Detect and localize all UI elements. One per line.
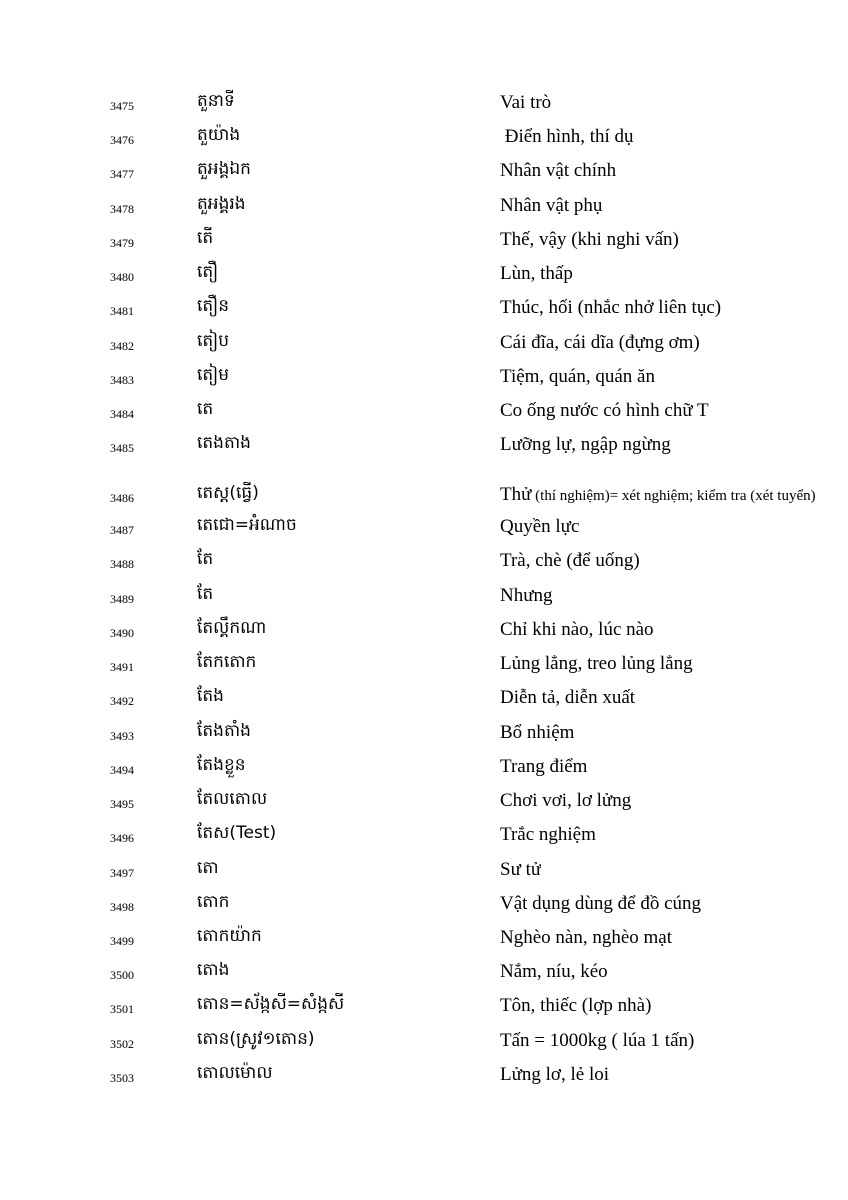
vietnamese-meaning: Cái đĩa, cái dĩa (đựng ơm) bbox=[500, 332, 700, 353]
vietnamese-meaning bbox=[500, 484, 816, 506]
khmer-word: តេងតាង bbox=[197, 433, 251, 453]
entry-row bbox=[0, 1062, 848, 1092]
vietnamese-meaning: Sư tử bbox=[500, 859, 542, 880]
entry-number: 3490 bbox=[110, 626, 134, 640]
entry-number: 3491 bbox=[110, 660, 134, 674]
entry-number: 3475 bbox=[110, 99, 134, 113]
vietnamese-meaning: Thúc, hối (nhắc nhở liên tục) bbox=[500, 297, 722, 318]
entry-row bbox=[0, 754, 848, 784]
entry-row bbox=[0, 993, 848, 1023]
entry-row bbox=[0, 822, 848, 852]
entry-row bbox=[0, 1028, 848, 1058]
entry-number: 3482 bbox=[110, 339, 134, 353]
entry-row bbox=[0, 788, 848, 818]
entry-row bbox=[0, 651, 848, 681]
entry-number: 3480 bbox=[110, 270, 134, 284]
entry-number: 3485 bbox=[110, 441, 134, 455]
vietnamese-meaning: Co ống nước có hình chữ T bbox=[500, 400, 709, 421]
khmer-word: តែង bbox=[197, 686, 224, 706]
entry-number: 3501 bbox=[110, 1002, 134, 1016]
khmer-word: តែល្គឹកណា bbox=[197, 618, 267, 638]
entry-row bbox=[0, 398, 848, 428]
entry-row bbox=[0, 261, 848, 291]
entry-number: 3502 bbox=[110, 1037, 134, 1051]
entry-number: 3497 bbox=[110, 866, 134, 880]
vietnamese-meaning: Chơi vơi, lơ lửng bbox=[500, 790, 632, 811]
khmer-word: តែ bbox=[197, 584, 214, 604]
entry-row bbox=[0, 583, 848, 613]
khmer-word: តួនាទី bbox=[197, 91, 235, 111]
vietnamese-meaning: Vai trò bbox=[500, 92, 552, 113]
khmer-word: តោលម៉ោល bbox=[197, 1063, 273, 1083]
khmer-word: តួយ៉ាង bbox=[197, 125, 241, 145]
entry-number: 3479 bbox=[110, 236, 134, 250]
entry-row bbox=[0, 432, 848, 462]
khmer-word: តេជោ=អំណាច bbox=[197, 515, 297, 535]
vietnamese-meaning: Nhưng bbox=[500, 585, 553, 606]
khmer-word: តួអង្គឯក bbox=[197, 159, 251, 179]
khmer-word: តឿន bbox=[197, 296, 230, 316]
entry-number: 3494 bbox=[110, 763, 134, 777]
entry-row bbox=[0, 90, 848, 120]
khmer-word: តែងខ្លួន bbox=[197, 755, 246, 775]
entry-number: 3481 bbox=[110, 304, 134, 318]
entry-number: 3503 bbox=[110, 1071, 134, 1085]
entry-row bbox=[0, 617, 848, 647]
entry-number: 3499 bbox=[110, 934, 134, 948]
entry-row bbox=[0, 925, 848, 955]
entry-row bbox=[0, 124, 848, 154]
vietnamese-meaning: Diễn tả, diễn xuất bbox=[500, 687, 636, 708]
entry-number: 3477 bbox=[110, 167, 134, 181]
entry-row bbox=[0, 857, 848, 887]
entry-row bbox=[0, 295, 848, 325]
entry-number: 3489 bbox=[110, 592, 134, 606]
vietnamese-meaning: Trà, chè (để uống) bbox=[500, 550, 640, 571]
entry-number: 3484 bbox=[110, 407, 134, 421]
vietnamese-meaning: Lủng lẳng, treo lủng lẳng bbox=[500, 653, 693, 674]
vietnamese-meaning: Trang điểm bbox=[500, 756, 588, 777]
khmer-word: តោ bbox=[197, 858, 219, 878]
entry-number: 3498 bbox=[110, 900, 134, 914]
entry-number: 3492 bbox=[110, 694, 134, 708]
khmer-word: តោន(ស្រូវ១តោន) bbox=[197, 1029, 315, 1049]
vietnamese-meaning: Nắm, níu, kéo bbox=[500, 961, 608, 982]
vietnamese-meaning: Lùn, thấp bbox=[500, 263, 573, 284]
vietnamese-meaning: Nghèo nàn, nghèo mạt bbox=[500, 927, 673, 948]
entry-number: 3478 bbox=[110, 202, 134, 216]
entry-number: 3500 bbox=[110, 968, 134, 982]
entry-row bbox=[0, 227, 848, 257]
vietnamese-meaning: Lửng lơ, lẻ loi bbox=[500, 1064, 609, 1085]
vietnamese-meaning: Tôn, thiếc (lợp nhà) bbox=[500, 995, 652, 1016]
entry-row bbox=[0, 959, 848, 989]
entry-row bbox=[0, 364, 848, 394]
entry-number: 3495 bbox=[110, 797, 134, 811]
khmer-word: តឿ bbox=[197, 262, 219, 282]
khmer-word: តោន=ស័ង្កសី=សំង្កសី bbox=[197, 994, 345, 1014]
khmer-word: តៀប bbox=[197, 331, 230, 351]
entry-row bbox=[0, 330, 848, 360]
meaning-main: Thử bbox=[500, 484, 532, 505]
khmer-word: តៀម bbox=[197, 365, 230, 385]
entry-number: 3493 bbox=[110, 729, 134, 743]
khmer-word: តោង bbox=[197, 960, 230, 980]
entry-row bbox=[0, 548, 848, 578]
khmer-word: តែកតោក bbox=[197, 652, 257, 672]
vietnamese-meaning: Nhân vật phụ bbox=[500, 195, 603, 216]
entry-number: 3488 bbox=[110, 557, 134, 571]
khmer-word: តែលតោល bbox=[197, 789, 268, 809]
vietnamese-meaning: Bổ nhiệm bbox=[500, 722, 575, 743]
entry-row bbox=[0, 891, 848, 921]
khmer-word: តែស(Test) bbox=[197, 823, 277, 843]
entry-row bbox=[0, 514, 848, 544]
khmer-word: តេ bbox=[197, 399, 214, 419]
entry-number: 3483 bbox=[110, 373, 134, 387]
meaning-detail: (thí nghiệm)= xét nghiệm; kiểm tra (xét tuyển) bbox=[531, 488, 816, 504]
vietnamese-meaning: Vật dụng dùng để đồ cúng bbox=[500, 893, 702, 914]
entry-number: 3496 bbox=[110, 831, 134, 845]
khmer-word: តោក bbox=[197, 892, 230, 912]
entry-row bbox=[0, 482, 848, 512]
entry-row bbox=[0, 158, 848, 188]
khmer-word: តែ bbox=[197, 549, 214, 569]
entry-row bbox=[0, 193, 848, 223]
khmer-word: តេស្ត(ធ្វើ) bbox=[197, 483, 259, 503]
vietnamese-meaning: Nhân vật chính bbox=[500, 160, 617, 181]
entry-row bbox=[0, 685, 848, 715]
khmer-word: តែងតាំង bbox=[197, 721, 251, 741]
entry-row bbox=[0, 720, 848, 750]
khmer-word: តោកយ៉ាក bbox=[197, 926, 262, 946]
khmer-word: តួអង្គរង bbox=[197, 194, 246, 214]
vietnamese-meaning: Tiệm, quán, quán ăn bbox=[500, 366, 655, 387]
entry-number: 3476 bbox=[110, 133, 134, 147]
vietnamese-meaning: Thế, vậy (khi nghi vấn) bbox=[500, 229, 679, 250]
vietnamese-meaning: Quyền lực bbox=[500, 516, 580, 537]
vietnamese-meaning: Tấn = 1000kg ( lúa 1 tấn) bbox=[500, 1030, 695, 1051]
vietnamese-meaning: Lưỡng lự, ngập ngừng bbox=[500, 434, 671, 455]
vietnamese-meaning: Trắc nghiệm bbox=[500, 824, 596, 845]
entry-number: 3487 bbox=[110, 523, 134, 537]
entry-number: 3486 bbox=[110, 491, 134, 505]
vietnamese-meaning: Điển hình, thí dụ bbox=[500, 126, 634, 147]
vietnamese-meaning: Chỉ khi nào, lúc nào bbox=[500, 619, 654, 640]
khmer-word: តើ bbox=[197, 228, 214, 248]
